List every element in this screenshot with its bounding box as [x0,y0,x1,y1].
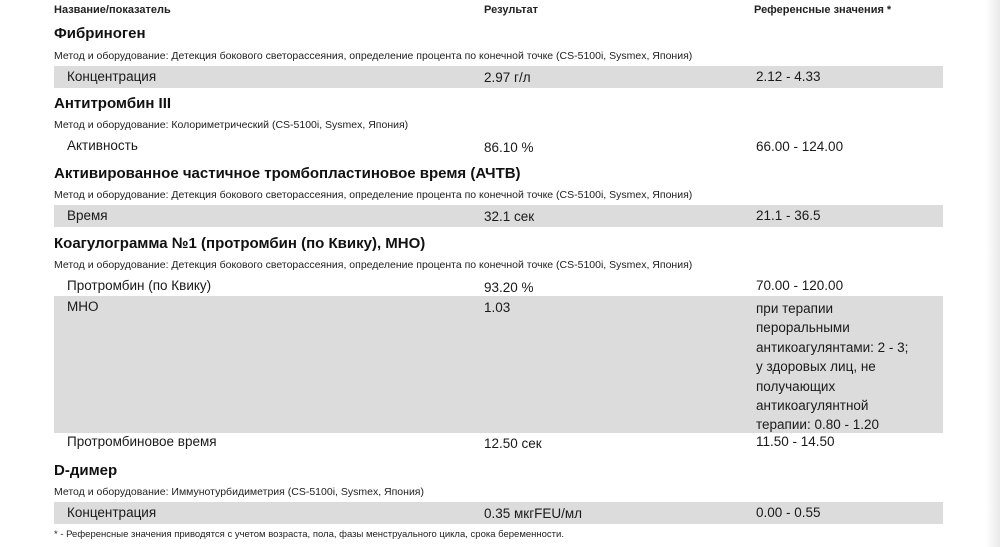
row-value: 86.10 % [484,140,534,155]
row-reference: 0.00 - 0.55 [756,505,821,520]
column-header-reference: Референсные значения * [754,4,892,16]
reference-line: антикоагулянтами: 2 - 3; [756,339,909,355]
row-name: Активность [67,138,138,153]
reference-line: пероральными [756,320,850,336]
row-reference: 21.1 - 36.5 [756,208,821,223]
method-ddimer: Метод и оборудование: Иммунотурбидиметрия (CS-5100i, Sysmex, Япония) [54,486,424,498]
row-name: Протромбиновое время [67,434,217,449]
row-reference: 2.12 - 4.33 [756,69,821,84]
row-reference-multiline [756,299,908,435]
row-name: МНО [67,299,99,314]
method-aptt: Метод и оборудование: Детекция бокового светорассеяния, определение процента по конечной точке (CS-5100i, Sysmex, Япония) [54,189,693,201]
row-name: Время [67,208,108,223]
reference-line: антикоагулянтной [756,398,869,414]
section-title-aptt: Активированное частичное тромбопластиновое время (АЧТВ) [54,165,521,182]
column-header-result: Результат [484,4,539,16]
row-name: Концентрация [67,69,157,84]
section-title-antithrombin: Антитромбин III [54,95,172,112]
row-value: 1.03 [484,300,511,315]
section-title-ddimer: D-димер [54,462,118,479]
row-reference: 66.00 - 124.00 [756,139,844,154]
method-coagulogram: Метод и оборудование: Детекция бокового светорассеяния, определение процента по конечной точке (CS-5100i, Sysmex, Япония) [54,259,693,271]
row-value: 2.97 г/л [484,70,531,85]
reference-line: терапии: 0.80 - 1.20 [756,417,879,433]
row-name: Протромбин (по Квику) [67,278,212,293]
column-header-name: Название/показатель [54,4,171,16]
row-value: 12.50 сек [484,436,542,451]
footnote: * - Референсные значения приводятся с учетом возраста, пола, фазы менструального цикла, срока беременности. [54,529,564,540]
reference-line: у здоровых лиц, не [756,359,876,375]
row-reference: 70.00 - 120.00 [756,278,844,293]
row-value: 93.20 % [484,280,534,295]
method-fibrinogen: Метод и оборудование: Детекция бокового светорассеяния, определение процента по конечной точке (CS-5100i, Sysmex, Япония) [54,50,693,62]
row-value: 32.1 сек [484,209,535,224]
page-edge-shadow [986,0,1000,547]
section-title-fibrinogen: Фибриноген [54,25,146,42]
row-name: Концентрация [67,505,157,520]
row-value: 0.35 мкгFEU/мл [484,506,583,521]
reference-line: получающих [756,378,836,394]
reference-line: при терапии [756,301,834,316]
method-antithrombin: Метод и оборудование: Колориметрический (CS-5100i, Sysmex, Япония) [54,119,409,131]
row-reference: 11.50 - 14.50 [756,434,835,449]
section-title-coagulogram: Коагулограмма №1 (протромбин (по Квику), МНО) [54,235,426,252]
